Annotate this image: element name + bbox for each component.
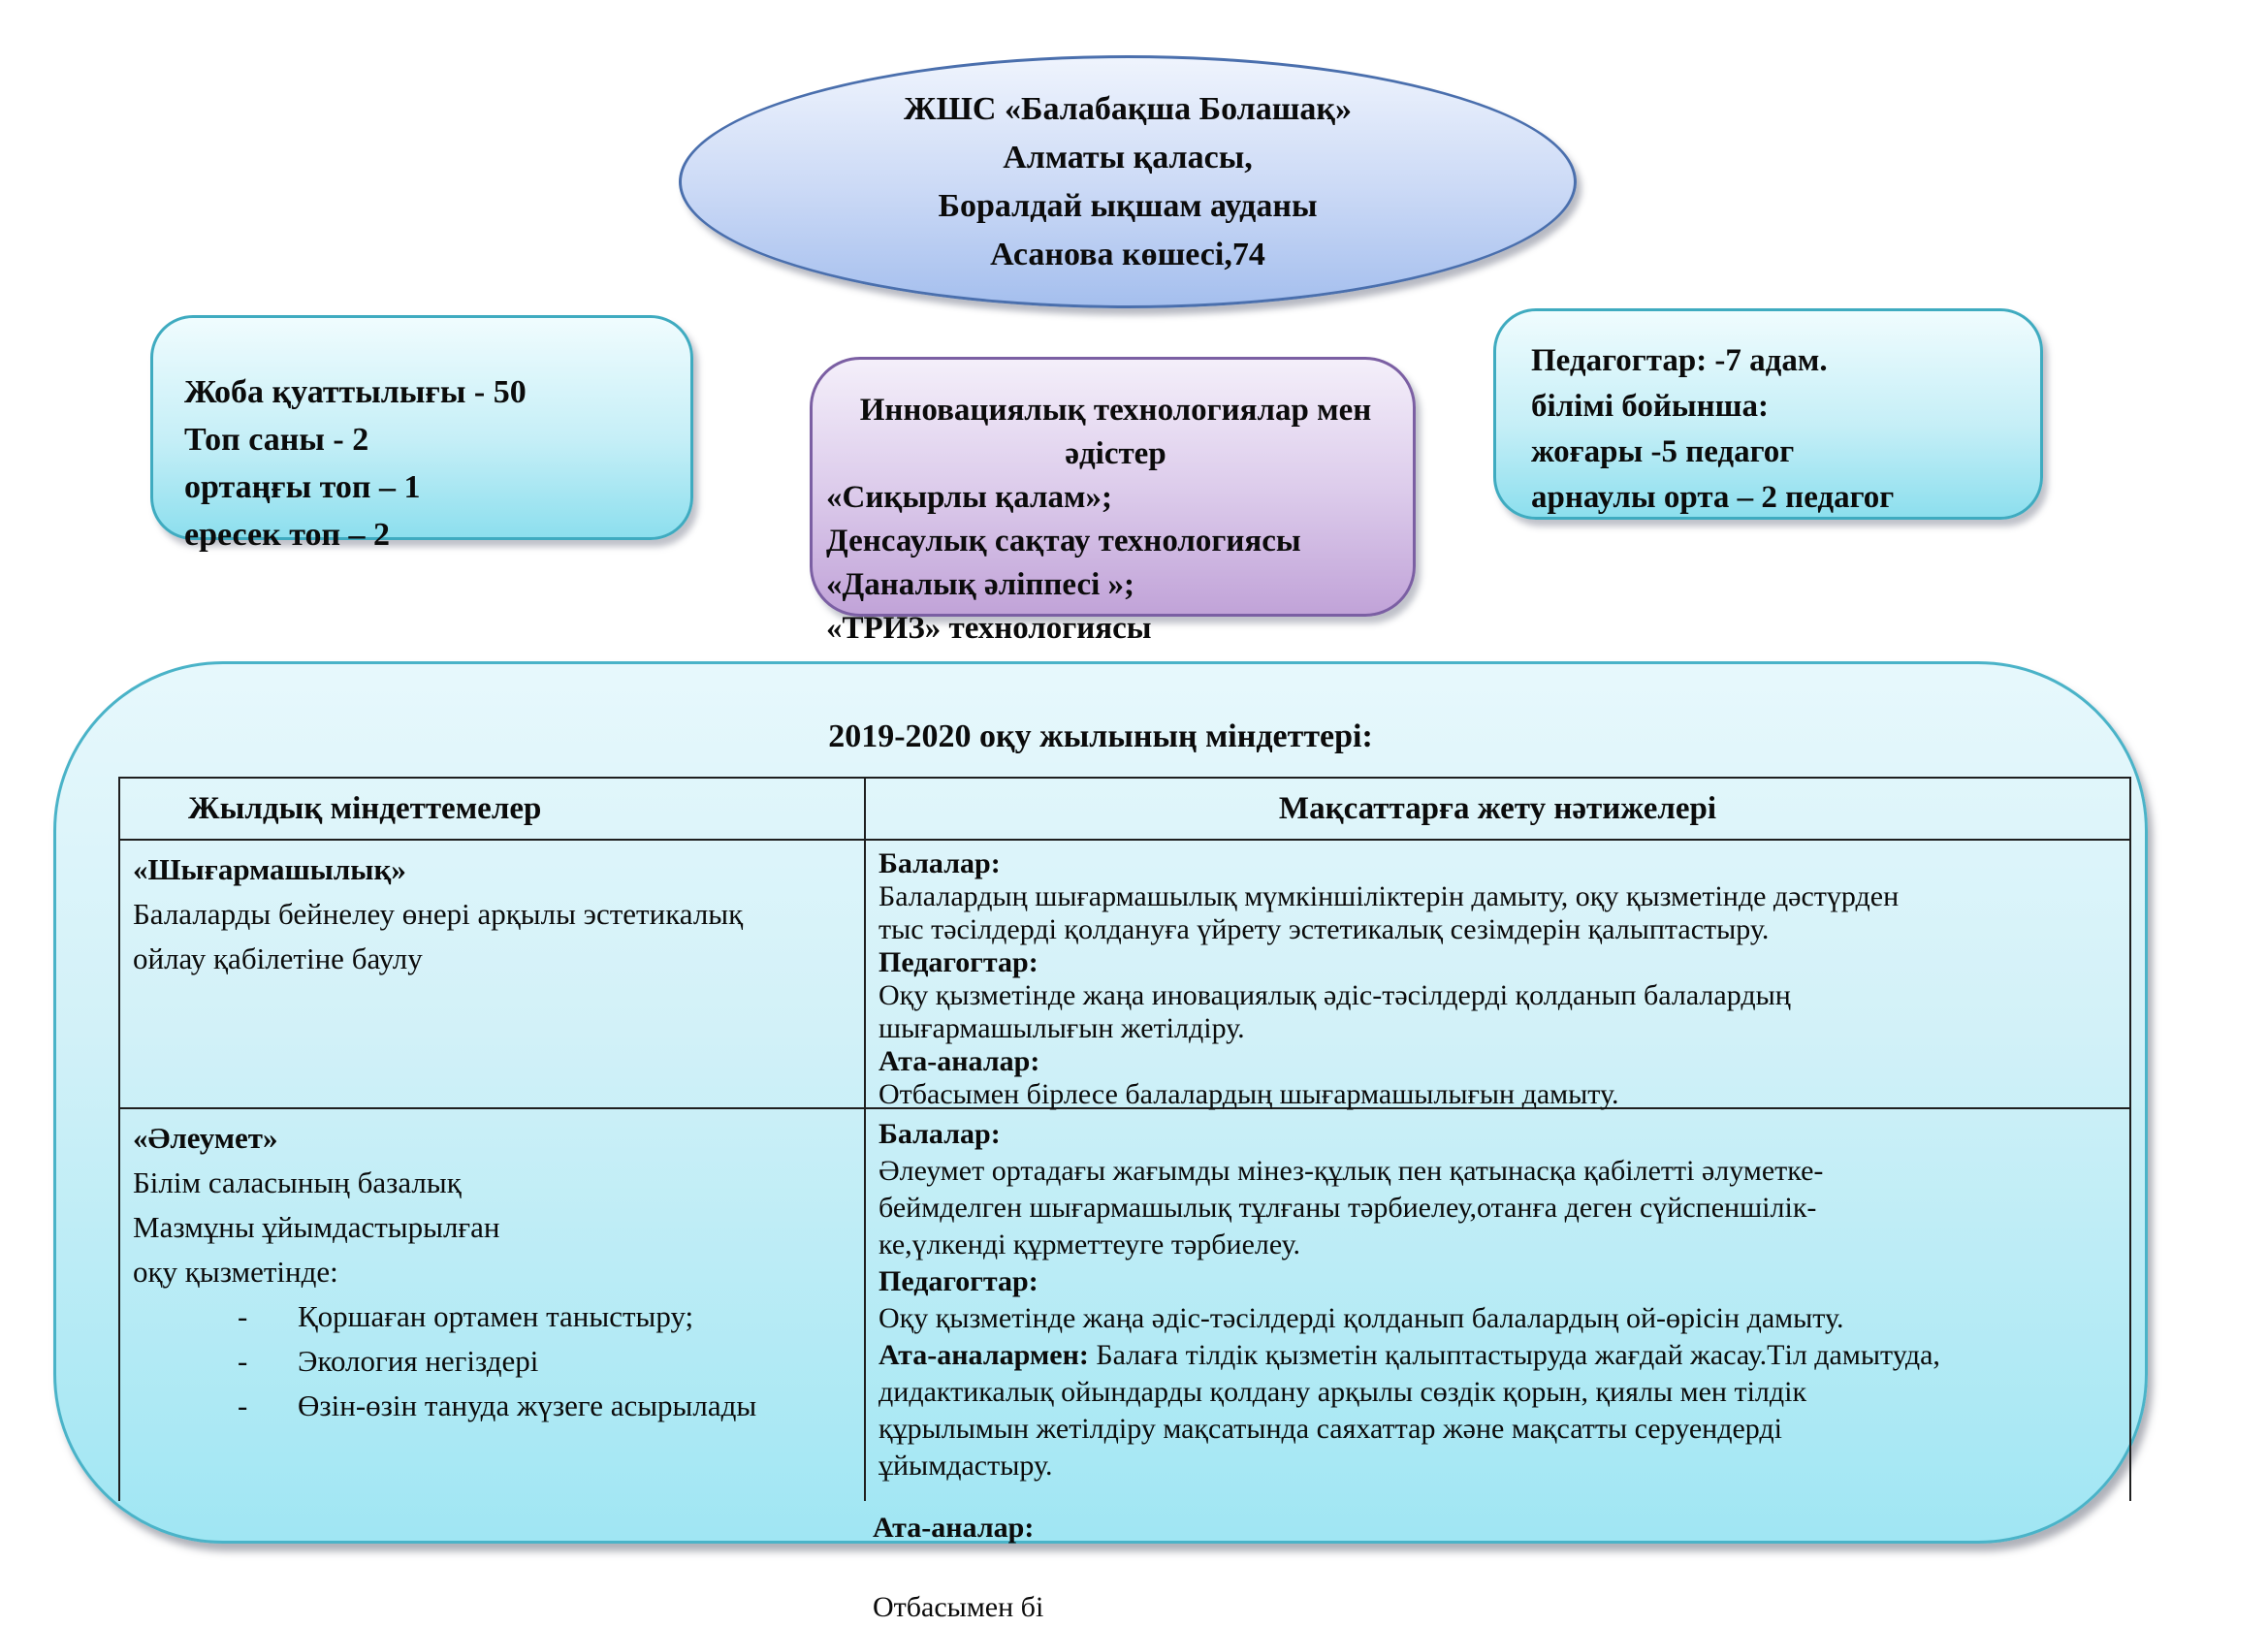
- text-line: «ТРИЗ» технологиясы: [826, 611, 1152, 646]
- text-line: ересек топ – 2: [184, 517, 391, 553]
- text-line: - Экология негіздері: [133, 1339, 852, 1384]
- text-line: Педагогтар: -7 адам.: [1531, 343, 1828, 378]
- emphasis-line: Педагогтар:: [878, 1265, 1038, 1297]
- text-line: Білім саласының базалық: [133, 1165, 462, 1199]
- cell-creativity-right: [866, 841, 2129, 1111]
- text-line: Жоба қуаттылығы - 50: [184, 374, 527, 410]
- text-line: Мазмұны ұйымдастырылған: [133, 1210, 500, 1244]
- text-line: беймделген шығармашылық тұлғаны тәрбиелеу,отанға деген сүйспеншілік-: [878, 1192, 1817, 1224]
- text-line: Әлеумет ортадағы жағымды мінез-құлық пен қатынасқа қабілетті әлуметке-: [878, 1155, 1824, 1187]
- header-annual-obligations: Жылдық міндеттемелер: [120, 779, 866, 839]
- inline-bold-label: Ата-аналармен:: [878, 1339, 1089, 1371]
- text-line: білімі бойынша:: [1531, 389, 1769, 424]
- text-line: ойлау қабілетіне баулу: [133, 941, 423, 975]
- teachers-info-box: [1493, 308, 2043, 520]
- emphasis-line: «Әлеумет»: [133, 1121, 278, 1155]
- cell-social-right: [866, 1109, 2129, 1501]
- list-dash-marker: -: [238, 1388, 248, 1422]
- text-line: Балаларды бейнелеу өнері арқылы эстетикалық: [133, 897, 744, 931]
- emphasis-line: Ата-аналар:: [873, 1512, 1035, 1544]
- text-line: тыс тәсілдерді қолдануға үйрету эстетикалық сезімдерін қалыптастыру.: [878, 913, 1770, 945]
- text-line: Отбасымен бі: [873, 1591, 1044, 1623]
- table-overflow-continuation: [873, 1509, 2133, 1627]
- text-line: Топ саны - 2: [184, 422, 369, 458]
- cell-social-left: [120, 1109, 866, 1501]
- text-line: - Өзін-өзін тануда жүзеге асырылады: [133, 1384, 852, 1428]
- emphasis-line: Балалар:: [878, 1118, 1001, 1150]
- text-line: «Даналық әліппесі »;: [826, 567, 1135, 602]
- table-header-row: [120, 779, 2129, 841]
- header-goal-results: Мақсаттарға жету нәтижелері: [1278, 790, 1717, 826]
- text-line: жоғары -5 педагог: [1531, 434, 1795, 469]
- text-line: Денсаулық сақтау технологиясы: [826, 524, 1301, 558]
- emphasis-line: «Шығармашылық»: [133, 852, 406, 886]
- text-line: Балалардың шығармашылық мүмкіншіліктерін дамыту, оқу қызметінде дәстүрден: [878, 880, 1900, 912]
- cell-creativity-left: [120, 841, 866, 1111]
- list-dash-marker: -: [238, 1344, 248, 1378]
- emphasis-line: Педагогтар:: [878, 946, 1038, 978]
- text-line: Инновациялық технологиялар мен: [859, 393, 1372, 428]
- line-spacer: [873, 1547, 2133, 1588]
- text-line: Отбасымен бірлесе балалардың шығармашылығын дамыту.: [878, 1078, 1619, 1110]
- emphasis-line: Ата-аналармен: Балаға тілдік қызметін қалыптастыруда жағдай жасау.Тіл дамытуда,: [878, 1339, 1940, 1371]
- table-row-social: [120, 1109, 2129, 1501]
- table-row-creativity: [120, 841, 2129, 1109]
- text-line: ұйымдастыру.: [878, 1450, 1053, 1482]
- innovation-technologies-box: [810, 357, 1416, 646]
- text-line: ЖШС «Балабақша Болашақ»: [903, 90, 1353, 127]
- objectives-panel: [53, 661, 2148, 1544]
- text-line: Оқу қызметінде жаңа иновациялық әдіс-тәсілдерді қолданып балалардың: [878, 979, 1791, 1011]
- org-info-ellipse: [679, 55, 1577, 308]
- project-capacity-box: [150, 315, 693, 553]
- emphasis-line: Ата-аналар:: [878, 1045, 1040, 1077]
- text-line: шығармашылығын жетілдіру.: [878, 1012, 1245, 1044]
- text-line: Алматы қаласы,: [1003, 139, 1253, 175]
- text-line: «Сиқырлы қалам»;: [826, 480, 1112, 515]
- objectives-table: [118, 777, 2131, 1501]
- text-line: құрылымын жетілдіру мақсатында саяхаттар және мақсатты серуендерді: [878, 1413, 1782, 1445]
- text-line: әдістер: [1065, 436, 1166, 471]
- list-dash-marker: -: [238, 1299, 248, 1333]
- text-line: Боралдай ықшам ауданы: [938, 187, 1318, 224]
- text-line: ортаңғы топ – 1: [184, 469, 421, 505]
- text-line: Оқу қызметінде жаңа әдіс-тәсілдерді қолданып балалардың ой-өрісін дамыту.: [878, 1302, 1844, 1334]
- text-line: Асанова көшесі,74: [990, 236, 1265, 272]
- text-line: арнаулы орта – 2 педагог: [1531, 480, 1895, 515]
- text-line: - Қоршаған ортамен таныстыру;: [133, 1294, 852, 1339]
- emphasis-line: Балалар:: [878, 847, 1001, 879]
- text-line: оқу қызметінде:: [133, 1255, 338, 1289]
- text-line: дидактикалық ойындарды қолдану арқылы сөздік қорын, қиялы мен тілдік: [878, 1376, 1807, 1408]
- text-line: ке,үлкенді құрметтеуге тәрбиелеу.: [878, 1228, 1300, 1260]
- panel-title: 2019-2020 оқу жылының міндеттері:: [828, 718, 1373, 754]
